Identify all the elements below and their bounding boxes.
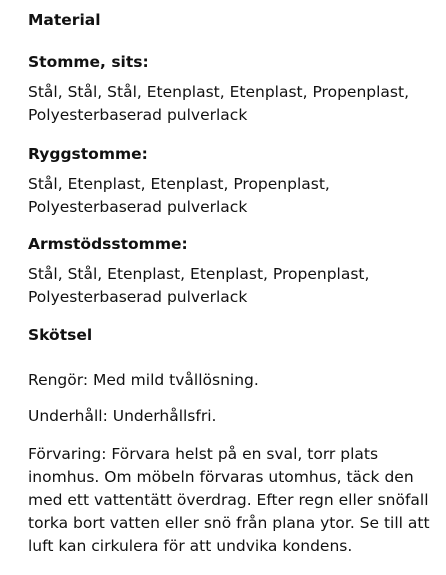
care-maintenance: Underhåll: Underhållsfri. — [28, 407, 217, 425]
armrest-frame-title: Armstödsstomme: — [28, 235, 188, 253]
armrest-frame-materials: Stål, Stål, Etenplast, Etenplast, Propenplast, Polyesterbaserad pulverlack — [28, 265, 370, 306]
back-frame-title: Ryggstomme: — [28, 145, 148, 163]
care-storage: Förvaring: Förvara helst på en sval, torr plats inomhus. Om möbeln förvaras utomhus, täck den med ett vattentätt överdrag. Efter regn eller snöfall torka bort vatten eller snö från plana ytor. Se till att luft kan cirkulera för att undvika kondens. — [28, 445, 430, 555]
care-cleaning: Rengör: Med mild tvållösning. — [28, 371, 259, 389]
frame-seat-materials: Stål, Stål, Stål, Etenplast, Etenplast, Propenplast, Polyesterbaserad pulverlack — [28, 83, 409, 124]
back-frame-materials: Stål, Etenplast, Etenplast, Propenplast, Polyesterbaserad pulverlack — [28, 175, 330, 216]
material-heading: Material — [28, 11, 101, 29]
care-heading: Skötsel — [28, 326, 93, 344]
frame-seat-title: Stomme, sits: — [28, 53, 149, 71]
